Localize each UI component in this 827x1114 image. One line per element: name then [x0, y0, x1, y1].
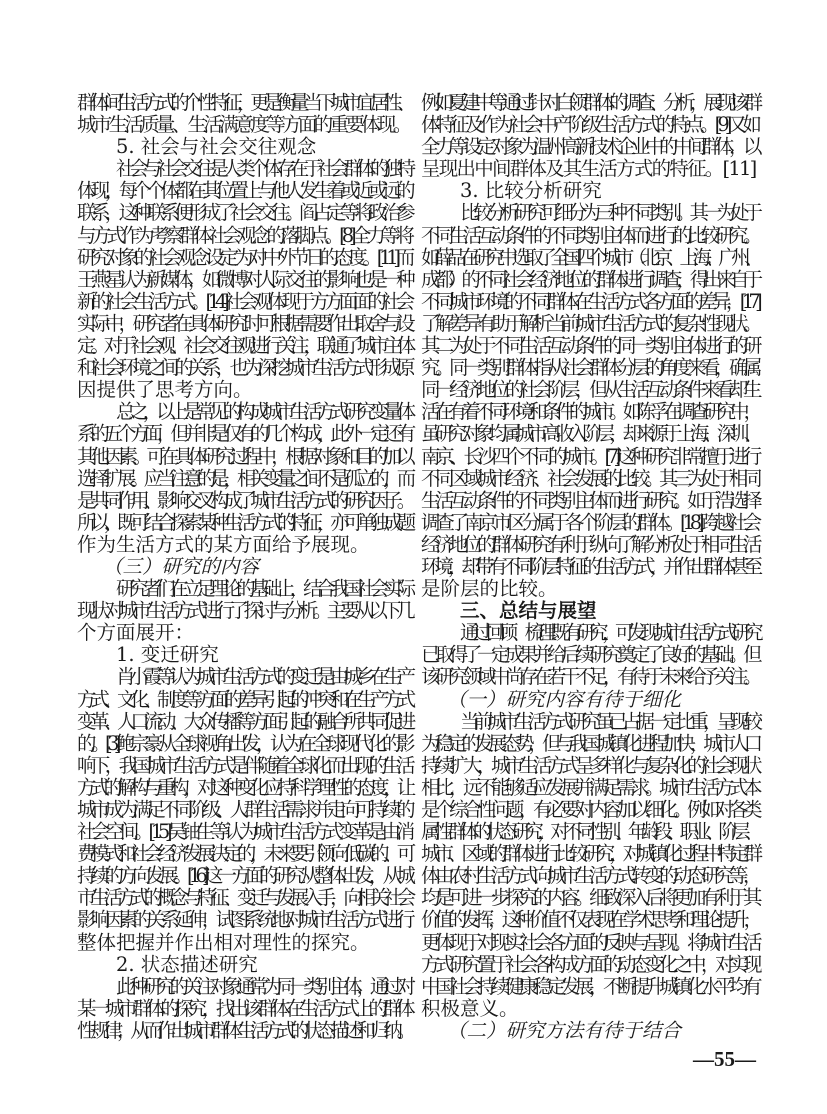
- paragraph: [421, 622, 757, 688]
- text-line: 系的五个方面，但并非是仅有的几个构成，此外一定还有: [77, 422, 410, 446]
- text-line: 选择扩展。应当注意的是，相关变量之间不是孤立的，而: [77, 466, 410, 490]
- text-line: 已取得了一定成果并给后续研究奠定了良好的基础。但: [421, 643, 757, 667]
- text-line: 当前城市生活方式研究虽已占据一定比重，呈现较: [460, 709, 757, 733]
- text-line: 究。同一类别群体指从社会群体分层的角度来看，确属: [421, 356, 757, 380]
- section-heading: 3. 比较分析研究: [460, 179, 602, 203]
- text-line: 呈现出中间群体及其生活方式的特征。[11]: [421, 157, 756, 181]
- text-line: 其二为处于不同生活互动条件的同一类别主体进行的研: [421, 334, 757, 358]
- text-line: 不同区域城市经济、社会发展的比较。其三为处于相同: [421, 466, 757, 490]
- text-line: 性规律，从而作出城市群体生活方式的状态描述和归纳。: [77, 1018, 410, 1042]
- text-line: 了解差异有助于解析当前城市生活方式的复杂性现状。: [421, 311, 757, 335]
- text-line: 整体把握并作出相对理性的探究。: [77, 930, 370, 954]
- paragraph: [77, 666, 410, 953]
- text-line: 例如夏建中等通过针对白领群体的调查、分析，展现该群: [421, 91, 757, 114]
- text-line: 肖小霞等认为城市生活方式的变迁是由城乡在生产: [116, 665, 410, 689]
- text-line: 研究对象的社会观念设定为对中外节日的态度。[11]而: [77, 245, 410, 269]
- text-line: 联系，这种联系便形成了社会交往。阎占定等将政治参: [77, 201, 410, 225]
- text-line: 某一城市群体的探究，找出该群体在生活方式上的群体: [77, 996, 410, 1020]
- text-line: 个方面展开：: [77, 621, 195, 645]
- text-line: 研究者们在立足理论的基础上，结合我国社会实际: [116, 577, 410, 601]
- text-line: 成都）的不同社会经济地位的群体进行调查，得出来自于: [421, 267, 757, 291]
- text-line: 变革、人口流动、大众传播等方面引起的融合所共同促进: [77, 709, 410, 733]
- text-line: 影响因素的关系延伸，试图系统地对城市生活方式进行: [77, 908, 410, 932]
- text-line: 响下，我国城市生活方式是伴随着全球化而出现的生活: [77, 753, 410, 777]
- right-column: [421, 92, 757, 1042]
- text-line: 同一经济地位的社会阶层，但从生活互动条件来看却生: [421, 378, 757, 402]
- text-line: 活在有着不同环境和条件的城市。如陈孚在调查研究中，: [421, 400, 757, 424]
- text-line: 方式的解构与重构，对这种变化应持科学理性的态度，让: [77, 775, 410, 799]
- text-line: 是共同作用、影响交叉构成了城市生活方式的研究因子。: [77, 488, 410, 512]
- text-line: 持续扩大，城市生活方式呈多样化与复杂化的社会现状: [421, 753, 757, 777]
- text-line: 积极意义。: [421, 996, 519, 1020]
- paragraph: [421, 202, 757, 600]
- text-line: 社会与社会交往是人类个体存在于社会群体的独特: [116, 157, 410, 181]
- text-line: 的。[3]鲍宗豪从全球视角出发，认为在全球现代化的影: [77, 731, 410, 755]
- paragraph: [77, 401, 410, 556]
- text-line: 市生活方式的概念与特征、变迁与发展入手，向相关社会: [77, 886, 410, 910]
- text-line: 定。对于社会观、社会交往观进行关注，联通了城市主体: [77, 334, 410, 358]
- section-heading: 2. 状态描述研究: [116, 952, 258, 976]
- paragraph: [421, 92, 757, 180]
- text-line: 城市、区域的群体进行比较研究，对城镇化过程中特定群: [421, 842, 757, 866]
- text-line: 通过回顾、梳理既有研究，可发现城市生活方式研究: [460, 621, 757, 645]
- paragraph: [77, 92, 410, 136]
- section-heading: 三、总结与展望: [460, 599, 597, 623]
- text-line: 持续的方向发展。[16]这一方面的研究从整体出发，从城: [77, 864, 410, 888]
- text-line: 新的社会生活方式。[14]社会观体现于方方面面的社会: [77, 289, 410, 313]
- text-line: 此种研究的关注对象通常为同一类别主体，通过对: [116, 974, 410, 998]
- text-line: 是阶层的比较。: [421, 577, 558, 601]
- paragraph: [77, 158, 410, 401]
- text-line: 更体现于对现实社会各方面的反映与呈现。将城市生活: [421, 930, 757, 954]
- text-line: 所以，既可结合探索某种生活方式的特征，亦可单独成题: [77, 510, 410, 534]
- text-line: 王燕星认为新媒体，如微博对人际交往的影响也是一种: [77, 267, 410, 291]
- text-line: 相比，远不能够适应发展并满足需求。城市生活方式本: [421, 775, 757, 799]
- text-line: 费模式和社会经济发展决定的，未来要引领向低碳的、可: [77, 842, 410, 866]
- text-line: 该研究领域中尚存在若干不足，有待于未来给予关注。: [421, 665, 757, 689]
- text-line: 城市生活质量、生活满意度等方面的重要体现。: [77, 113, 409, 137]
- section-heading: （一）研究内容有待于细化: [447, 687, 682, 711]
- text-line: 社会空间。[15]吴铀生等认为城市生活方式变革是由消: [77, 820, 410, 844]
- text-line: 不同生活互动条件的不同类别主体而进行的比较研究。: [421, 223, 757, 247]
- text-line: 均是可进一步探究的内容。细致深入后将更加有利于其: [421, 886, 757, 910]
- paragraph: [77, 578, 410, 644]
- text-line: 是个综合性问题，有必要对内容加以细化。例如对各类: [421, 798, 757, 821]
- text-line: 比较分析研究可细分为三种不同类别。其一为处于: [460, 201, 757, 225]
- paragraph: [77, 976, 410, 1042]
- text-line: 价值的发挥，这种价值不仅表现在学术思考和理论提升，: [421, 908, 757, 932]
- section-heading: 1. 变迁研究: [116, 643, 219, 667]
- text-line: 因提供了思考方向。: [77, 378, 253, 402]
- text-line: 其他因素。可在具体研究过程中，根据对象和目的加以: [77, 444, 410, 468]
- text-line: 中国社会持续健康稳定发展，不断提升城镇化水平均有: [421, 974, 757, 998]
- text-line: 群体间生活方式的个性特征，更是衡量当下城市宜居性、: [77, 91, 410, 114]
- text-line: 为稳定的发展态势，但与我国城镇化进程加快，城市人口: [421, 731, 757, 755]
- text-line: 和社会环境之间的关系，也为深挖城市生活方式形成原: [77, 356, 410, 380]
- text-line: 体由农村生活方式向城市生活方式转变的动态研究等，: [421, 864, 757, 888]
- text-line: 体特征及作为社会中产阶级生活方式的特点。[9]又如: [421, 113, 757, 137]
- text-line: 生活互动条件的不同类别主体而进行研究。如于浩选择: [421, 488, 757, 512]
- text-line: 总之，以上是常见的构成城市生活方式研究变量体: [116, 400, 410, 424]
- text-line: 全力等设定对象为温州高新技术企业中的中间群体，以: [421, 135, 757, 159]
- text-line: 虽研究对象均属城市高收入阶层，却来源于上海、深圳、: [421, 422, 757, 446]
- text-line: 属性群体的状态研究，对不同性别、年龄段、职业、阶层、: [421, 820, 757, 844]
- page-number: —55—: [693, 1047, 756, 1071]
- text-line: 实际中，研究者在具体研究时可根据需要作出取舍与设: [77, 311, 410, 335]
- text-line: 不同城市环境的不同群体在生活方式各方面的差异，[17]: [421, 289, 757, 313]
- text-line: 方式、文化、制度等方面的差异引起的冲突和在生产方式: [77, 687, 410, 711]
- text-line: 作为生活方式的某方面给予展现。: [77, 532, 370, 556]
- text-line: 南京、长沙四个不同的城市。[7]这种研究非常擅于进行: [421, 444, 757, 468]
- text-line: 城市成为满足不同阶级、人群生活需求并走向可持续的: [77, 798, 410, 821]
- text-line: 方式研究置于社会各构成方面的动态变化之中，对实现: [421, 952, 757, 976]
- text-line: 环境，却带有不同阶层特征的生活方式，并作出群体甚至: [421, 554, 757, 578]
- text-line: 如薛品在研究中选取了全国四个城市（北京、上海、广州、: [421, 245, 757, 269]
- text-line: 现状对城市生活方式进行了探讨与分析。主要从以下几: [77, 599, 410, 623]
- text-line: 体现，每个个体都在其位置上与他人发生着或近或远的: [77, 179, 410, 203]
- section-heading: （二）研究方法有待于结合: [447, 1018, 682, 1042]
- text-line: 与方式作为考察群体社会观念的落脚点。[8]全力等将: [77, 223, 410, 247]
- paragraph: [421, 711, 757, 1020]
- left-column: [77, 92, 410, 1042]
- text-line: 经济地位的群体研究有利于纵向了解分析处于相同生活: [421, 532, 757, 556]
- section-heading: （三）研究的内容: [103, 554, 260, 578]
- section-heading: 5. 社会与社会交往观念: [116, 135, 317, 159]
- text-line: 调查了南京市区分属于各个阶层的群体。[18]跨越社会: [421, 510, 757, 534]
